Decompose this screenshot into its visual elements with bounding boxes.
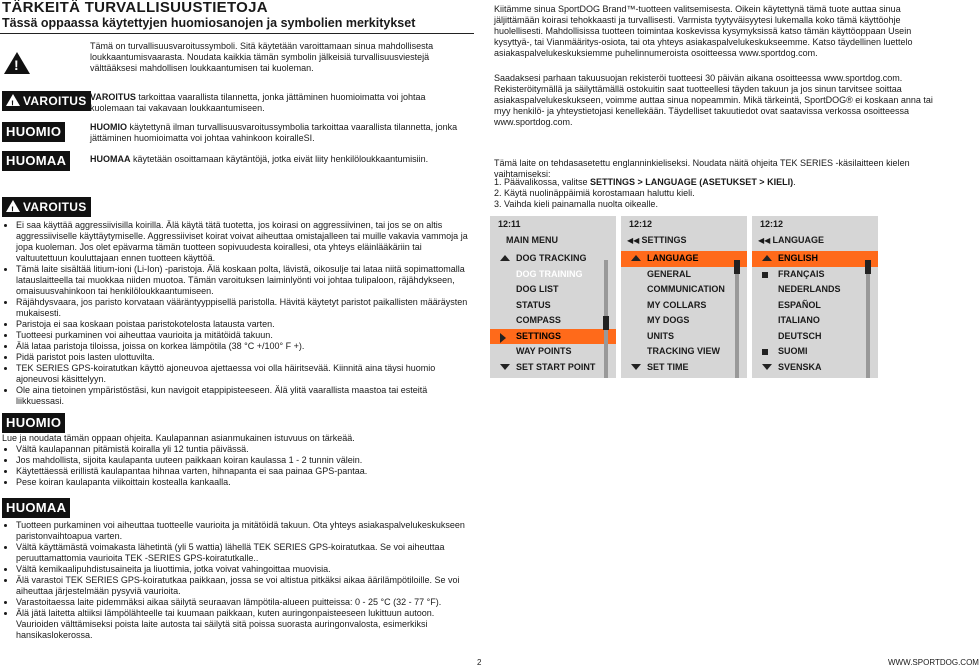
warning-icon: [6, 200, 20, 212]
list-item: • Pese koiran kaulapanta viikoittain kostealla kankaalla.: [16, 477, 474, 488]
arrow-down-icon: [631, 364, 641, 370]
screen-menu-item: [621, 360, 747, 376]
huomio-section-label: HUOMIO: [2, 413, 65, 433]
huomio-section: [2, 433, 474, 488]
screen-menu-item-label: SVENSKA: [778, 361, 822, 372]
huomaa-explanation: HUOMAA käytetään osoittamaan käytäntöjä, jotka eivät liity henkilöloukkaantumisiin.: [90, 154, 429, 164]
list-item: • Käytettäessä erillistä kaulapantaa hihnaa varten, hihnapanta ei saa painaa GPS-pantaa.: [16, 466, 474, 477]
screen-menu-item: [752, 251, 878, 267]
language-intro: Tämä laite on tehdasasetettu englanninkieliseksi. Noudata näitä ohjeita TEK SERIES -käsilaitteen kielen vaihtamiseksi:: [494, 158, 910, 179]
list-item: • Älä jätä laitetta altiiksi lämpölähteelle tai kuumaan paikkaan, kuten auringonpaisteeseen lukittuun autoon. Vaurioiden välttämiseksi poista laite autosta tai säilytä sitä poissa suorasta auringonvalosta, esimerkiksi hansikaslokerossa.: [16, 608, 474, 641]
screen-menu-item: [752, 298, 878, 314]
arrow-up-icon: [762, 255, 772, 261]
huomaa-label: HUOMAA: [2, 151, 70, 171]
list-item: • Paristoja ei saa koskaan poistaa paristokotelosta latausta varten.: [16, 319, 474, 330]
arrow-up-icon: [500, 255, 510, 261]
screen-menu-item: [752, 267, 878, 283]
screen-menu-item-label: WAY POINTS: [516, 346, 572, 356]
screen-menu-item-label: COMPASS: [516, 315, 561, 325]
screen-clock: 12:12: [629, 219, 653, 229]
screen-menu-item: [621, 282, 747, 298]
screen-scrollbar: [866, 260, 870, 378]
screen-scrollbar: [735, 260, 739, 378]
page-number: 2: [477, 658, 482, 667]
screen-menu-item: [621, 267, 747, 283]
warranty-paragraph: Saadaksesi parhaan takuusuojan rekisteröi tuotteesi 30 päivän aikana osoitteessa www.sportdog.com. Rekisteröitymällä ja säilyttämällä ostokuitin saat tuotteellesi täyden takuun ja jos sinun tarvitsee soittaa asiakaspalvelukeskukseen, voimme auttaa sinua nopeammin. Mikä tärkeintä, SportDOG® ei koskaan anna tai myy henkilö- ja yhteystietojasi kenellekään. Täydelliset takuutiedot ovat saatavissa verkossa osoitteessa www.sportdog.com.: [494, 73, 933, 127]
back-arrows-icon: ◀◀: [758, 236, 773, 245]
list-item: • Pidä paristot pois lasten ulottuvilta.: [16, 352, 474, 363]
screen-menu-item-label: NEDERLANDS: [778, 284, 841, 294]
varoitus-label: !VAROITUS: [2, 91, 91, 111]
screen-menu-item-label: ENGLISH: [778, 253, 819, 263]
screen-menu-item: [752, 329, 878, 345]
screen-menu-item-label: TRACKING VIEW: [647, 346, 720, 356]
screen-menu-title: [490, 232, 616, 251]
header-rule: [0, 33, 474, 34]
language-steps: [494, 177, 948, 210]
screen-menu-item: [752, 282, 878, 298]
huomio-explanation: HUOMIO käytettynä ilman turvallisuusvaroitussymbolia tarkoittaa vaarallista tilannetta, jonka jättäminen huomioimatta voi johtaa vahinkoon koiralleSI.: [90, 122, 458, 143]
screen-menu-item-label: DOG TRAINING: [516, 268, 583, 279]
step-1: 1. Päävalikossa, valitse SETTINGS > LANGUAGE (ASETUKSET > KIELI).: [494, 177, 796, 187]
varoitus-list: [2, 220, 474, 407]
screen-menu-item: [490, 282, 616, 298]
screen-menu-item: [490, 251, 616, 267]
screen-title-text: LANGUAGE: [772, 235, 825, 245]
varoitus-section-label: !VAROITUS: [2, 197, 91, 217]
screen-menu-item: [621, 313, 747, 329]
square-icon: [762, 272, 768, 278]
alert-explanation: Tämä on turvallisuusvaroitussymboli. Sitä käytetään varoittamaan sinua mahdollisesta loukkaantumisvaarasta. Noudata kaikkia tämän symbolin jälkeisiä turvallisuusviestejä välttääksesi mahdollisen loukkaantumisen tai kuoleman.: [90, 41, 434, 73]
screen-menu-item-label: GENERAL: [647, 268, 692, 279]
screen-menu-item-label: UNITS: [647, 330, 674, 341]
screen-clock: 12:11: [498, 219, 521, 229]
screen-menu-item-label: STATUS: [516, 299, 551, 310]
screen-menu-item: [490, 267, 616, 283]
screen-menu-item-label: MY DOGS: [647, 315, 690, 325]
screen-menu-item-label: LANGUAGE: [647, 253, 699, 263]
device-screen: [490, 216, 616, 378]
list-item: • Jos mahdollista, sijoita kaulapanta uuteen paikkaan koiran kaulassa 1 - 2 tunnin välein.: [16, 455, 474, 466]
screen-menu-item: [490, 329, 616, 345]
footer-url: WWW.SPORTDOG.COM: [888, 658, 979, 667]
page-title: TÄRKEITÄ TURVALLISUUSTIETOJA: [2, 0, 268, 16]
screen-menu-item: [490, 344, 616, 360]
list-item: • Vältä käyttämästä voimakasta lähetintä (yli 5 wattia) lähellä TEK SERIES GPS-koiratutkaa. Se voi aiheuttaa peruuttamattomia vaurioita TEK -SERIES GPS-koiratutkalle..: [16, 542, 474, 564]
screen-menu-item-label: MY COLLARS: [647, 299, 707, 310]
screen-clock: 12:12: [760, 219, 784, 229]
screen-menu-item-label: SUOMI: [778, 346, 808, 356]
screen-menu-item-label: FRANÇAIS: [778, 268, 825, 279]
list-item: • Tämä laite sisältää litium-ioni (Li-Ion) -paristoja. Älä koskaan polta, lävistä, oikosulje tai lataa niitä sopimattomalla latauslaitteella tai muokkaa niiden muotoa. Tämän varoituksen laiminlyönti voi johtaa tulipaloon, räjähdykseen, omaisuusvahinkoon tai henkilöloukkaantumiseen.: [16, 264, 474, 297]
screen-menu-item: [621, 251, 747, 267]
screen-menu-item: [490, 298, 616, 314]
list-item: • Räjähdysvaara, jos paristo korvataan vääräntyyppisellä paristolla. Hävitä käytetyt paristot paikallisten määräysten mukaisesti.: [16, 297, 474, 319]
screen-menu-item: [752, 360, 878, 376]
screen-menu-item: [621, 329, 747, 345]
arrow-up-icon: [631, 255, 641, 261]
list-item: • Ei saa käyttää aggressiivisilla koirilla. Älä käytä tätä tuotetta, jos koirasi on aggressiivinen, tai jos se on altis aggressiiviselle käyttäytymiselle. Aggressiiviset koirat voivat aiheuttaa omistajalleen tai muille vakavia vammoja ja jopa kuoleman. Jos olet epävarma tämän tuotteen sopivuudesta koirallesi, ota yhteys eläinlääkäriin tai valtuutettuun kouluttajaan ennen tuotteen käyttöä.: [16, 220, 474, 264]
screen-title-text: SETTINGS: [641, 235, 687, 245]
warning-icon: [6, 94, 20, 106]
screen-menu-item-label: SETTINGS: [516, 330, 562, 341]
screen-menu-item-label: ESPAÑOL: [778, 299, 821, 310]
device-screen: [752, 216, 878, 378]
step-2: 2. Käytä nuolinäppäimiä korostamaan haluttu kieli.: [494, 188, 695, 198]
screen-menu-title: [752, 232, 878, 251]
screen-menu-item: [490, 360, 616, 376]
alert-symbol: [4, 52, 30, 74]
huomaa-section: [2, 520, 474, 641]
screen-menu-item-label: DEUTSCH: [778, 330, 822, 341]
screen-scroll-thumb: [734, 260, 740, 274]
screen-menu-item: [621, 298, 747, 314]
list-item: • Vältä kemikaalipuhdistusaineita ja liuottimia, jotka voivat vahingoittaa muovisia.: [16, 564, 474, 575]
list-item: • Varastoitaessa laite pidemmäksi aikaa säilytä seuraavan lämpötila-alueen puitteissa: 0 - 25 °C (32 - 77 °F).: [16, 597, 474, 608]
page-header: [2, 0, 415, 30]
arrow-down-icon: [762, 364, 772, 370]
list-item: • Ole aina tietoinen ympäristöstäsi, kun navigoit etappipisteeseen. Älä ylitä vaarallista maastoa tai esteitä liikkuessasi.: [16, 385, 474, 407]
screen-menu-item-label: SET TIME: [647, 361, 689, 372]
device-screens: [490, 216, 960, 386]
back-arrows-icon: ◀◀: [627, 236, 642, 245]
screen-menu-item-label: DOG TRACKING: [516, 253, 587, 263]
screen-menu-item-label: SET START POINT: [516, 361, 596, 372]
screen-menu-item-label: ITALIANO: [778, 315, 820, 325]
screen-menu-item-label: COMMUNICATION: [647, 284, 725, 294]
huomio-label: HUOMIO: [2, 122, 65, 142]
device-screen: [621, 216, 747, 378]
arrow-down-icon: [500, 364, 510, 370]
warning-triangle-icon: [4, 52, 30, 74]
varoitus-explanation: VAROITUS tarkoittaa vaarallista tilannetta, jonka jättäminen huomioimatta voi johtaa kuolemaan tai vakavaan loukkaantumiseen.: [90, 92, 426, 113]
list-item: • Tuotteesi purkaminen voi aiheuttaa vaurioita ja mitätöidä takuun.: [16, 330, 474, 341]
list-item: • Tuotteen purkaminen voi aiheuttaa tuotteelle vaurioita ja mitätöidä takuun. Ota yhteys asiakaspalvelukeskukseen paristonvaihtoapua varten.: [16, 520, 474, 542]
huomio-intro: Lue ja noudata tämän oppaan ohjeita. Kaulapannan asianmukainen istuvuus on tärkeää.: [2, 433, 355, 443]
list-item: • Älä varastoi TEK SERIES GPS-koiratutkaa paikkaan, jossa se voi altistua pitkäksi aikaa äärilämpötiloille. Se voi aiheuttaa järjestelmään pysyviä vaurioita.: [16, 575, 474, 597]
list-item: • TEK SERIES GPS-koiratutkan käyttö ajoneuvoa ajettaessa voi olla häiritsevää. Kiinnitä aina täysi huomio ajoneuvosi käsittelyyn.: [16, 363, 474, 385]
list-item: • Älä lataa paristoja tiloissa, joissa on korkea lämpötila (38 °C +/100° F +).: [16, 341, 474, 352]
screen-menu-item: [621, 344, 747, 360]
screen-menu-item: [490, 313, 616, 329]
arrow-right-icon: [500, 333, 506, 343]
intro-paragraph: Kiitämme sinua SportDOG Brand™-tuotteen valitsemisesta. Oikein käytettynä tämä tuote auttaa sinua jäljittämään koirasi tehokkaasti ja turvallisesti. Varmista tyytyväisyytesi lukemalla koko tämä käyttöohje huolellisesti. Mahdollisissa tuotteen toimintaa koskevissa kysymyksissä katso tämän käyttöoppaan Usein kysyttyä-, tai Vianmääritys-osiota, tai ota yhteys asiakaspalvelukeskukseemme. Katso täydellinen luettelo asiakaspalvelukeskuksiemme puhelinnumeroista osoitteessa www.sportdog.com.: [494, 4, 913, 58]
huomaa-section-label: HUOMAA: [2, 498, 70, 518]
list-item: • Vältä kaulapannan pitämistä koiralla yli 12 tuntia päivässä.: [16, 444, 474, 455]
screen-menu-item-label: DOG LIST: [516, 284, 559, 294]
screen-scroll-thumb: [603, 316, 609, 330]
screen-menu-title: [621, 232, 747, 251]
page-subtitle: Tässä oppaassa käytettyjen huomiosanojen ja symbolien merkitykset: [2, 16, 416, 30]
screen-menu-item: [752, 313, 878, 329]
screen-scroll-thumb: [865, 260, 871, 274]
step-3: 3. Vaihda kieli painamalla nuolta oikealle.: [494, 199, 658, 209]
screen-menu-item: [752, 344, 878, 360]
screen-title-text: MAIN MENU: [506, 235, 558, 245]
square-icon: [762, 349, 768, 355]
